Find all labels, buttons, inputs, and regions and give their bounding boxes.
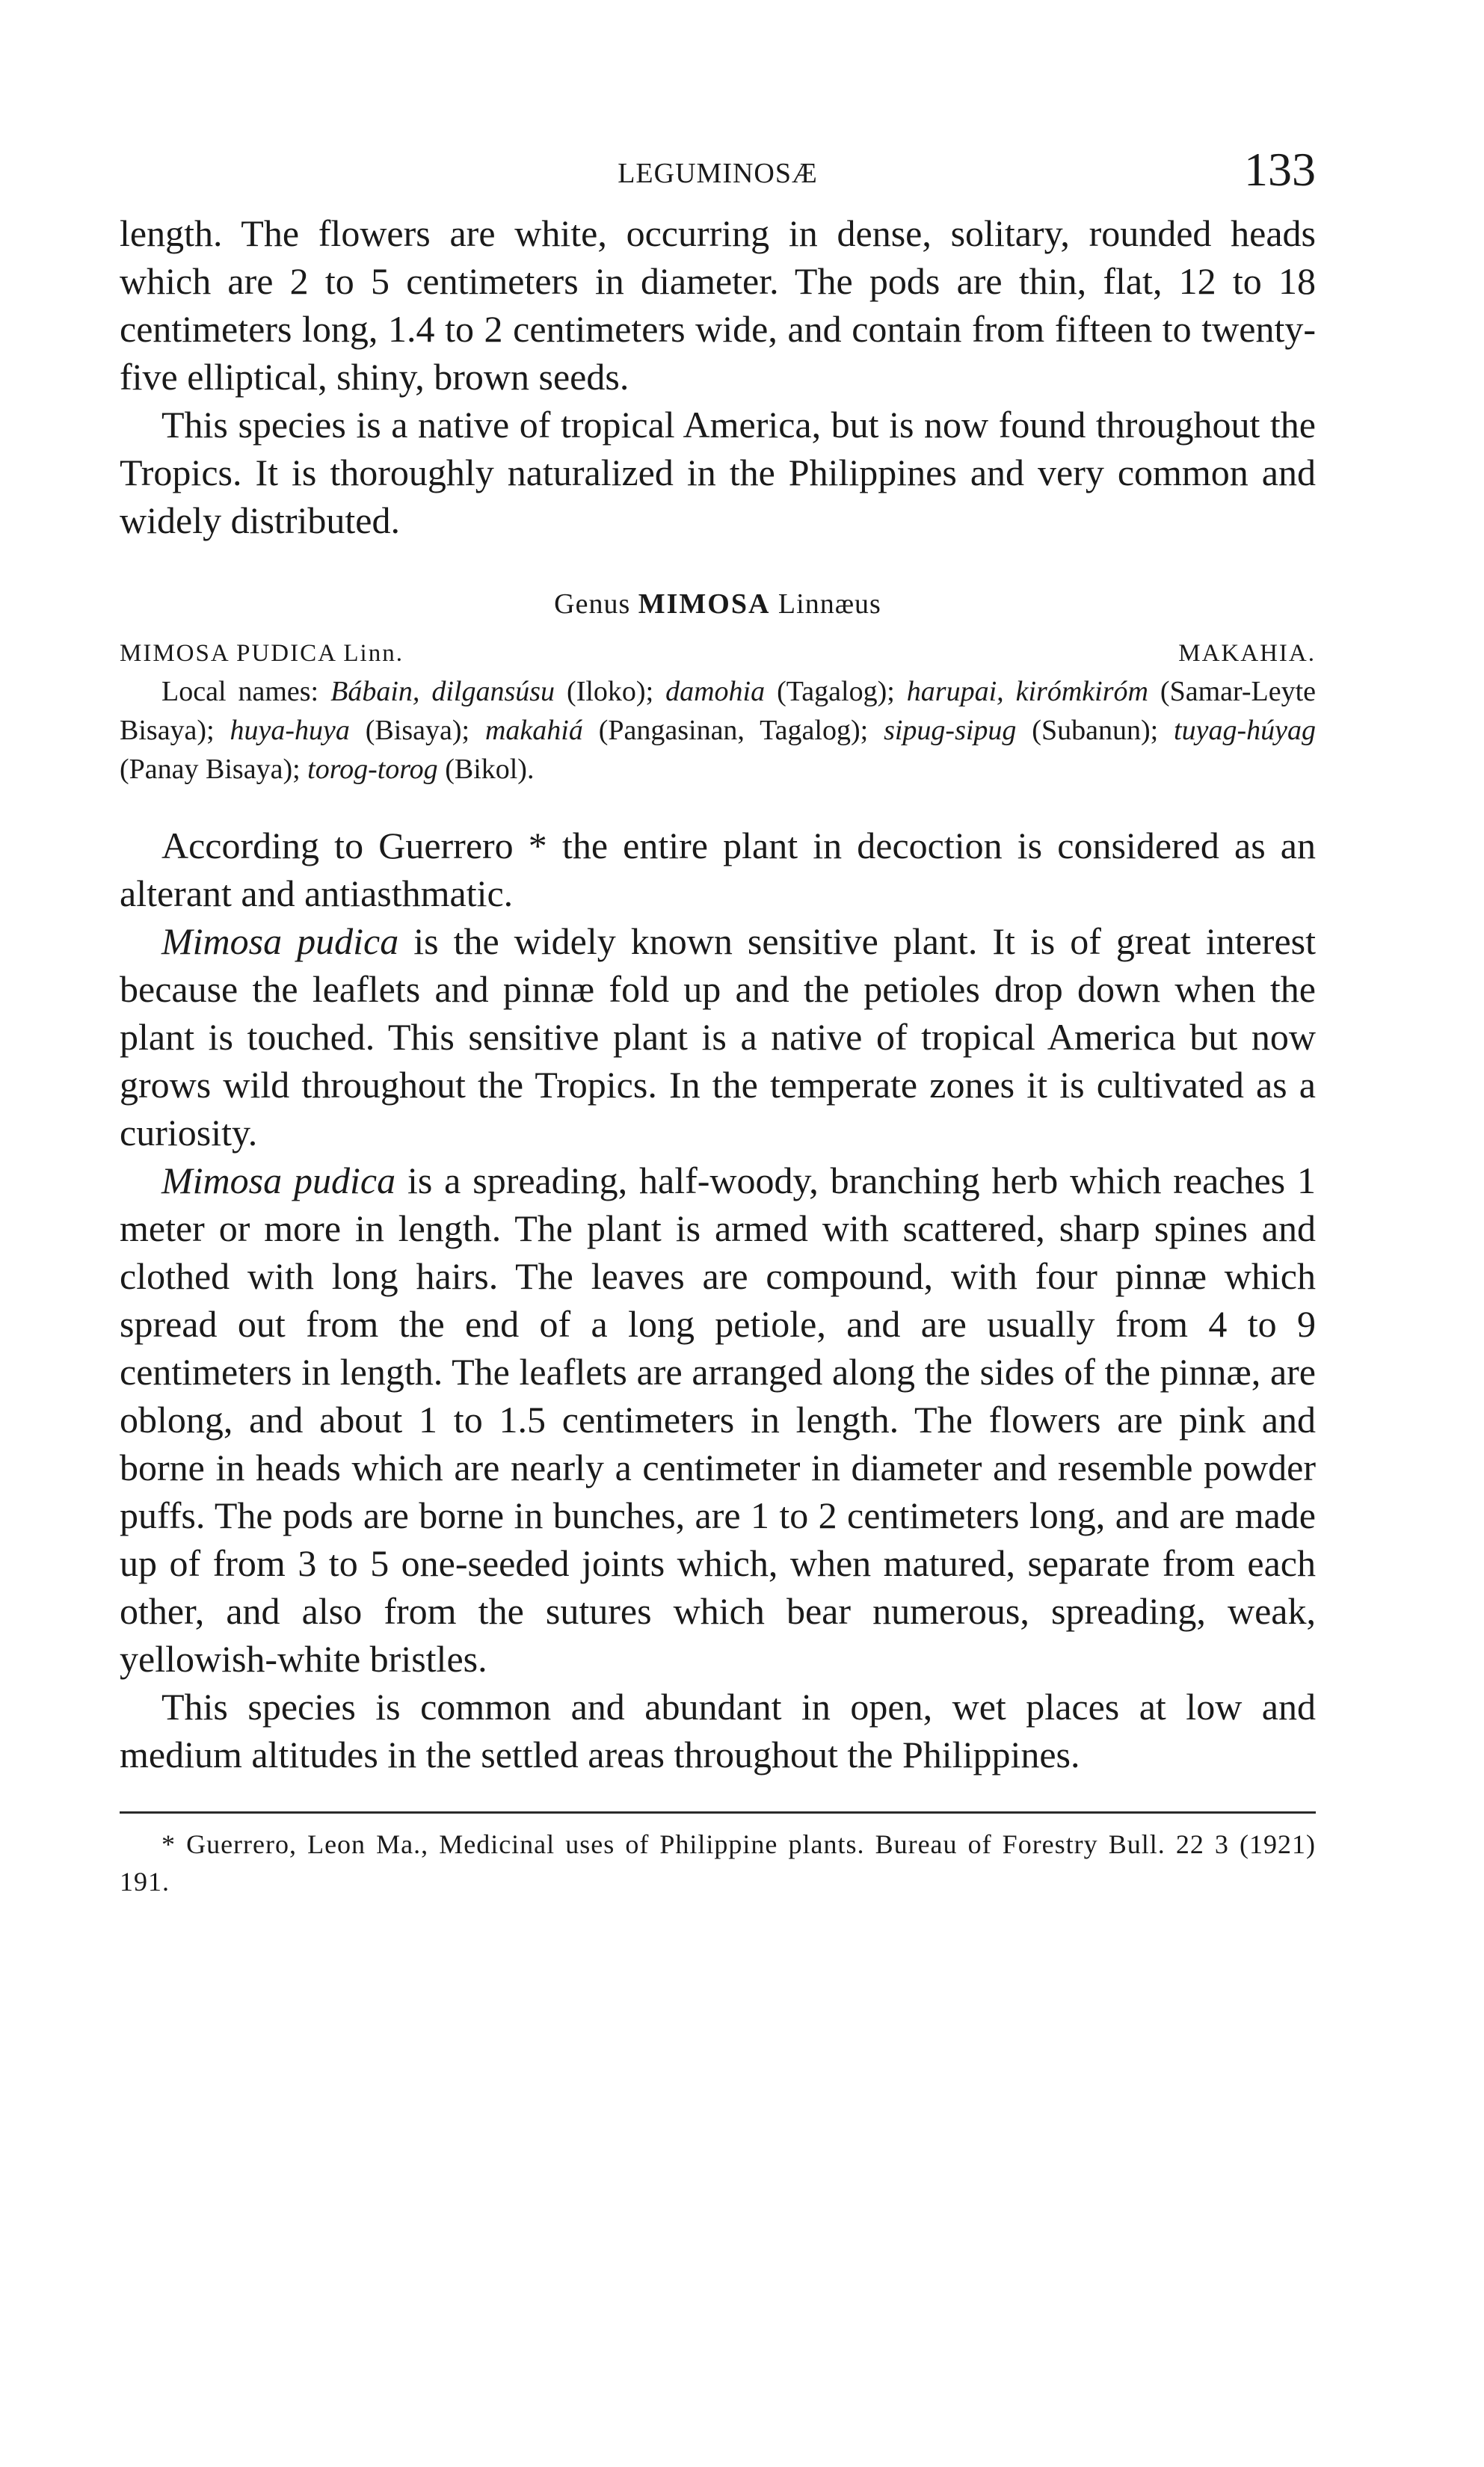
running-head — [120, 142, 1316, 209]
species-common-name: MAKAHIA. — [1178, 640, 1316, 667]
local-name: huya-huya — [230, 715, 350, 746]
paragraph-description — [120, 1156, 1316, 1683]
genus-heading — [120, 588, 1316, 620]
page-number: 133 — [1244, 143, 1316, 196]
genus-prefix: Genus — [554, 588, 631, 620]
local-names — [120, 672, 1316, 789]
language: (Pangasinan, Tagalog); — [598, 715, 869, 746]
paragraph-habitat: This species is common and abundant in open, wet places at low and medium altitudes in the settled areas throughout the Philippines. — [120, 1686, 1316, 1775]
language: (Iloko); — [567, 676, 654, 707]
running-title: LEGUMINOSÆ — [618, 158, 818, 189]
paragraph-continued: length. The flowers are white, occurring in dense, solitary, rounded heads which are 2 to 5 centimeters in diameter. The pods are thin, flat, 12 to 18 centimeters long, 1.4 to 2 centimeters wide, and contain from fifteen to twenty-five elliptical, shiny, brown seeds. — [120, 212, 1316, 398]
local-name: makahiá — [484, 715, 583, 746]
language: (Panay Bisaya); — [120, 754, 301, 785]
local-name: sipug-sipug — [884, 715, 1017, 746]
paragraph-sensitive-plant — [120, 917, 1316, 1156]
local-names-label: Local names: — [161, 676, 319, 707]
book-page — [120, 142, 1316, 1900]
language: (Samar-Leyte Bisaya); — [120, 676, 1317, 746]
species-italic: Mimosa pudica — [161, 1159, 396, 1201]
paragraph-text: is the widely known sensitive plant. It is of great interest because the leaflets and pinnæ fold up and the petioles drop down when the plant is touched. This sensitive plant is a native of tropical America but now grows wild throughout the Tropics. In the temperate zones it is cultivated as a curiosity. — [120, 920, 1316, 1154]
species-name: MIMOSA PUDICA Linn. — [120, 640, 404, 667]
paragraph-medicinal-use: According to Guerrero * the entire plant in decoction is considered as an alterant and antiasthmatic. — [120, 825, 1316, 914]
genus-author: Linnæus — [778, 588, 881, 620]
local-name: harupai, kirómkiróm — [906, 676, 1148, 707]
local-name: Bábain, dilgansúsu — [330, 676, 555, 707]
species-italic: Mimosa pudica — [161, 920, 399, 962]
paragraph-distribution: This species is a native of tropical America, but is now found throughout the Tropics. It is thoroughly naturalized in the Philippines and very common and widely distributed. — [120, 404, 1316, 541]
footnote-rule — [120, 1811, 1316, 1814]
local-name: damohia — [665, 676, 766, 707]
species-heading — [120, 640, 1316, 668]
language: (Tagalog); — [777, 676, 895, 707]
footnote: * Guerrero, Leon Ma., Medicinal uses of Philippine plants. Bureau of Forestry Bull. 22 3 (1921) 191. — [120, 1829, 1316, 1897]
paragraph-text: is a spreading, half-woody, branching herb which reaches 1 meter or more in length. The plant is armed with scattered, sharp spines and clothed with long hairs. The leaves are compound, with four pinnæ which spread out from the end of a long petiole, and are usually from 4 to 9 centimeters in length. The leaflets are arranged along the sides of the pinnæ, are oblong, and about 1 to 1.5 centimeters in length. The flowers are pink and borne in heads which are nearly a centimeter in diameter and resemble powder puffs. The pods are borne in bunches, are 1 to 2 centimeters long, and are made up of from 3 to 5 one-seeded joints which, when matured, separate from each other, and also from the sutures which bear numerous, spreading, weak, yellowish-white bristles. — [120, 1159, 1316, 1680]
local-name: torog-torog — [307, 754, 438, 785]
genus-name: MIMOSA — [638, 588, 771, 620]
language: (Bisaya); — [365, 715, 470, 746]
local-name: tuyag-húyag — [1174, 715, 1316, 746]
language: (Subanun); — [1032, 715, 1159, 746]
language: (Bikol). — [445, 754, 535, 785]
